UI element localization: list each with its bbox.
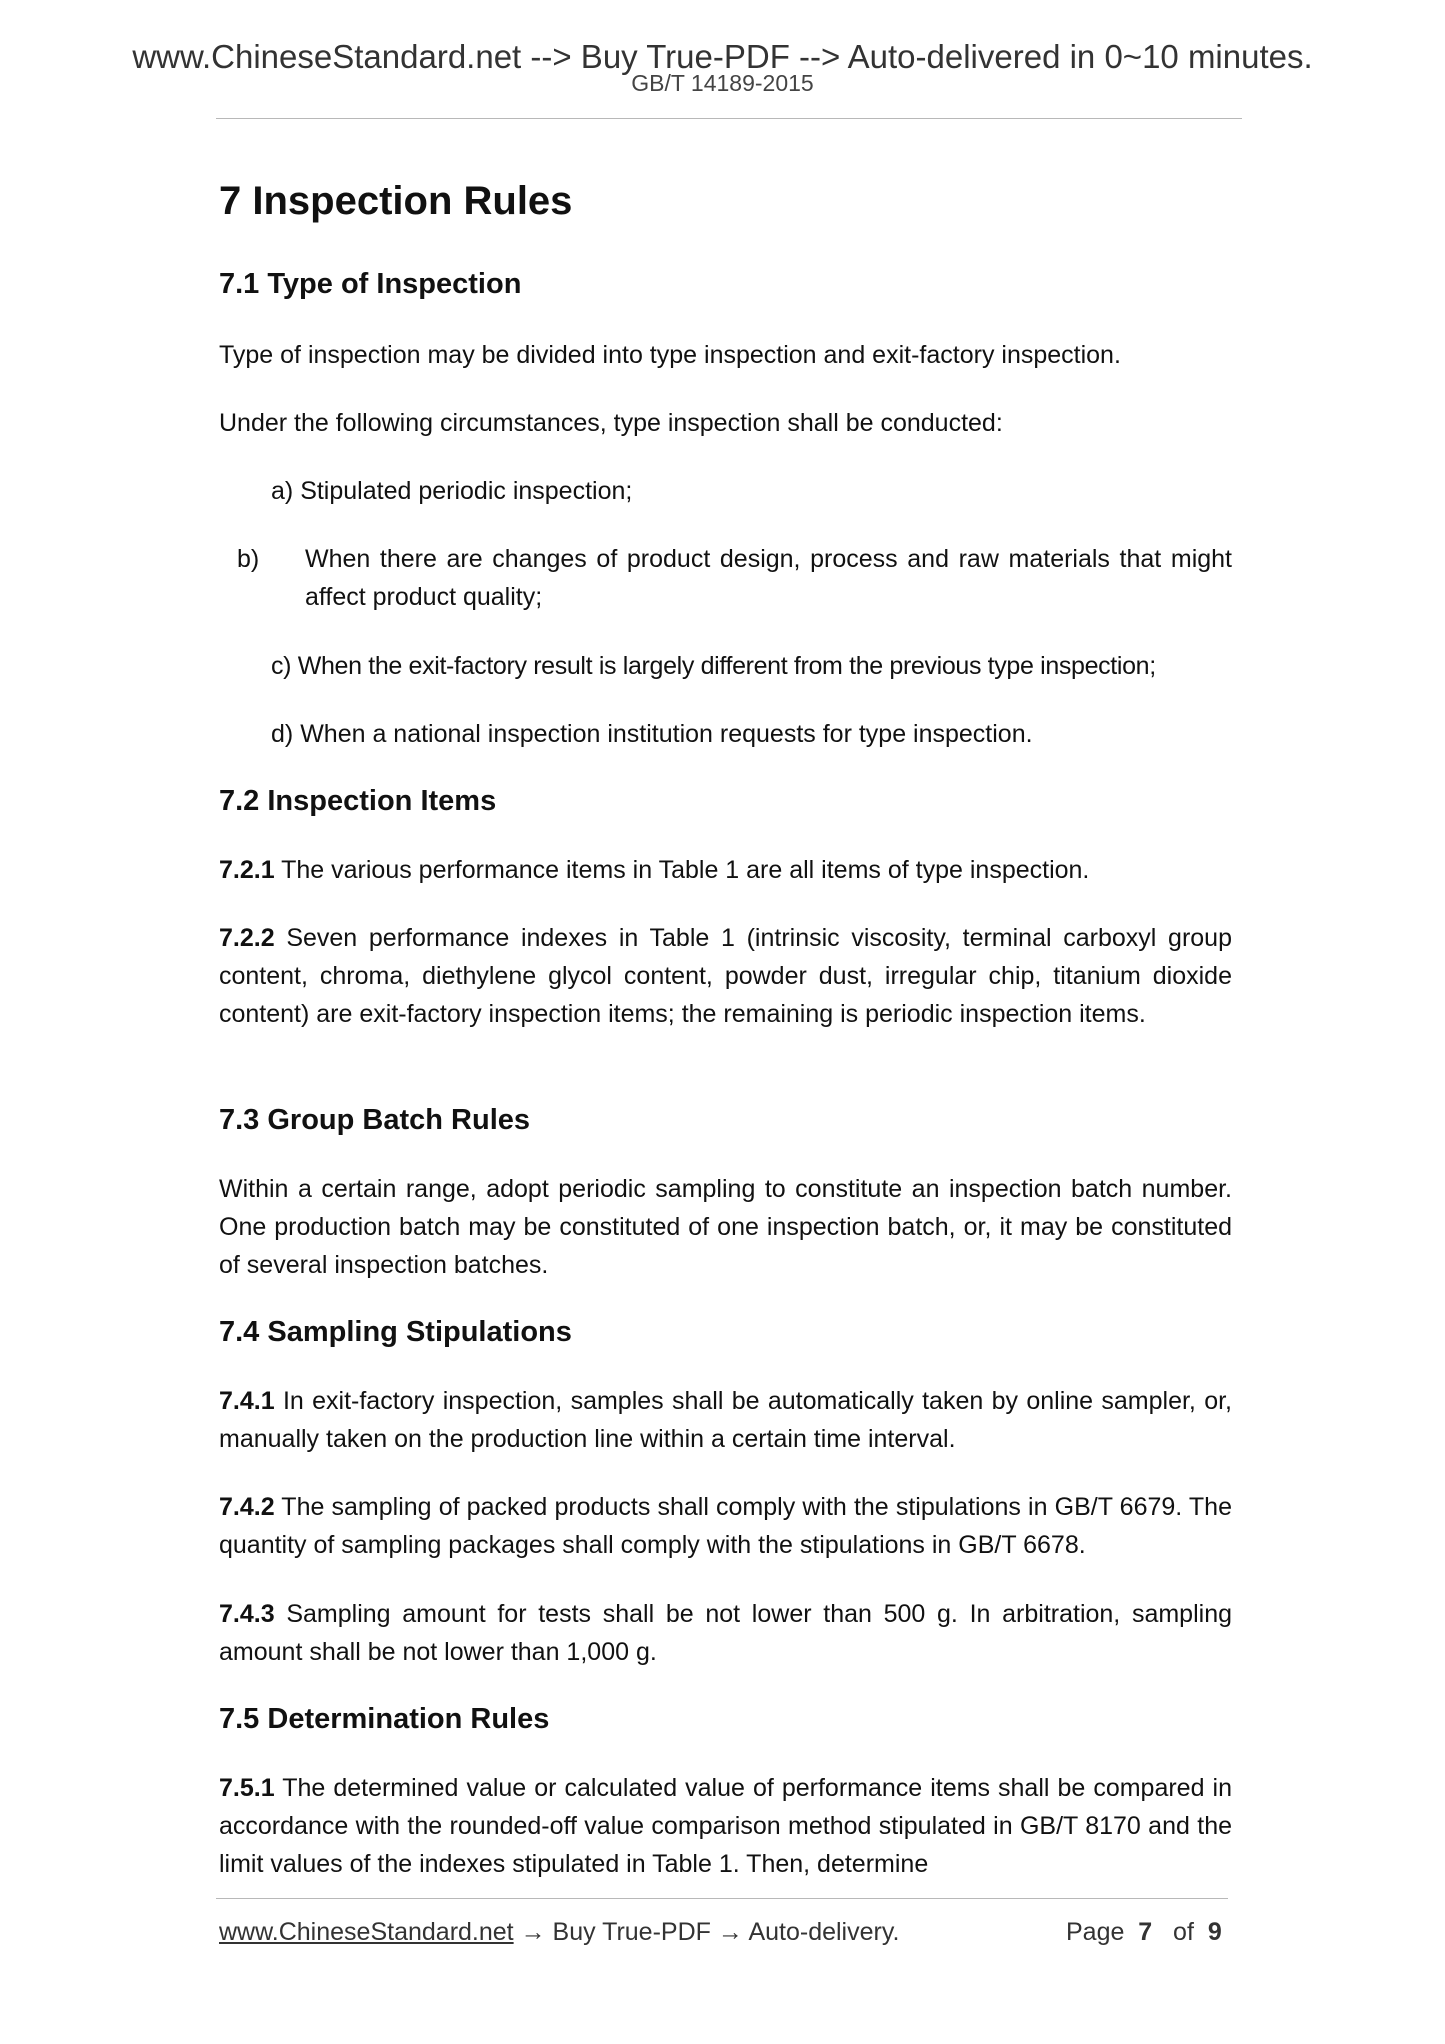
heading-7-3: 7.3 Group Batch Rules — [219, 1104, 531, 1136]
clause-text: The various performance items in Table 1 are all items of type inspection. — [281, 856, 1090, 884]
clause-text: The determined value or calculated value of performance items shall be compared in accordance with the rounded-off value comparison method stipulated in GB/T 8170 and the limit values of the indexes stipulated in Table 1. Then, determine — [219, 1774, 1232, 1878]
clause-7-2-2 — [219, 919, 1232, 1033]
list-marker: c) — [271, 652, 292, 680]
footer-promo — [219, 1916, 899, 1948]
section-title: 7 Inspection Rules — [219, 179, 573, 223]
heading-7-4: 7.4 Sampling Stipulations — [219, 1316, 572, 1348]
list-text: Stipulated periodic inspection; — [300, 477, 633, 505]
clause-text: Sampling amount for tests shall be not lower than 500 g. In arbitration, sampling amount shall be not lower than 1,000 g. — [219, 1600, 1233, 1666]
heading-7-1: 7.1 Type of Inspection — [219, 268, 522, 300]
page-number: 7 — [1138, 1918, 1153, 1946]
header-divider — [216, 118, 1242, 119]
heading-7-2: 7.2 Inspection Items — [219, 785, 497, 817]
footer-delivery-text: Auto-delivery. — [748, 1918, 900, 1946]
page-of-label: of — [1173, 1918, 1194, 1946]
clause-number: 7.4.2 — [219, 1493, 275, 1521]
page-total: 9 — [1207, 1918, 1222, 1946]
list-item-b — [237, 540, 1232, 616]
list-item-d — [271, 715, 1232, 753]
arrow-icon: → — [717, 1918, 743, 1946]
clause-7-5-1 — [219, 1769, 1232, 1883]
clause-number: 7.2.2 — [219, 924, 275, 952]
footer-divider — [216, 1898, 1228, 1899]
document-code: GB/T 14189-2015 — [631, 70, 814, 96]
clause-7-4-1 — [219, 1382, 1232, 1458]
clause-number: 7.5.1 — [219, 1774, 275, 1802]
paragraph-7-1-types: Type of inspection may be divided into type inspection and exit-factory inspection. — [219, 341, 1121, 369]
list-text: When the exit-factory result is largely different from the previous type inspection; — [297, 652, 1156, 680]
footer-buy-text: Buy True-PDF — [552, 1918, 711, 1946]
list-marker: b) — [237, 545, 260, 573]
clause-7-4-2 — [219, 1488, 1232, 1564]
list-text: When a national inspection institution requests for type inspection. — [300, 720, 1033, 748]
list-item-c — [271, 647, 1232, 685]
list-item-a — [271, 472, 1232, 510]
clause-text: Seven performance indexes in Table 1 (intrinsic viscosity, terminal carboxyl group content, chroma, diethylene glycol content, powder dust, irregular chip, titanium dioxide content) are exit-factory inspection items; the remaining is periodic inspection items. — [219, 924, 1232, 1028]
paragraph-7-3: Within a certain range, adopt periodic sampling to constitute an inspection batch number. One production batch may be constituted of one inspection batch, or, it may be constituted of several inspection batches. — [219, 1175, 1232, 1279]
clause-text: The sampling of packed products shall comply with the stipulations in GB/T 6679. The quantity of sampling packages shall comply with the stipulations in GB/T 6678. — [219, 1493, 1232, 1559]
clause-7-2-1 — [219, 851, 1232, 889]
heading-7-5: 7.5 Determination Rules — [219, 1703, 550, 1735]
clause-number: 7.4.1 — [219, 1387, 275, 1415]
clause-7-4-3 — [219, 1595, 1232, 1671]
arrow-icon: → — [520, 1918, 546, 1946]
paragraph-7-1-circumstances: Under the following circumstances, type inspection shall be conducted: — [219, 409, 1003, 437]
clause-number: 7.2.1 — [219, 856, 275, 884]
page-label: Page — [1066, 1918, 1125, 1946]
header-banner: www.ChineseStandard.net --> Buy True-PDF --> Auto-delivered in 0~10 minutes. — [132, 38, 1313, 75]
clause-text: In exit-factory inspection, samples shall be automatically taken by online sampler, or, manually taken on the production line within a certain time interval. — [219, 1387, 1232, 1453]
footer-site-link[interactable]: www.ChineseStandard.net — [219, 1918, 514, 1946]
clause-number: 7.4.3 — [219, 1600, 275, 1628]
list-marker: d) — [271, 720, 294, 748]
page-indicator — [1066, 1916, 1222, 1948]
list-marker: a) — [271, 477, 294, 505]
list-text: When there are changes of product design, process and raw materials that might affect product quality; — [305, 545, 1232, 611]
